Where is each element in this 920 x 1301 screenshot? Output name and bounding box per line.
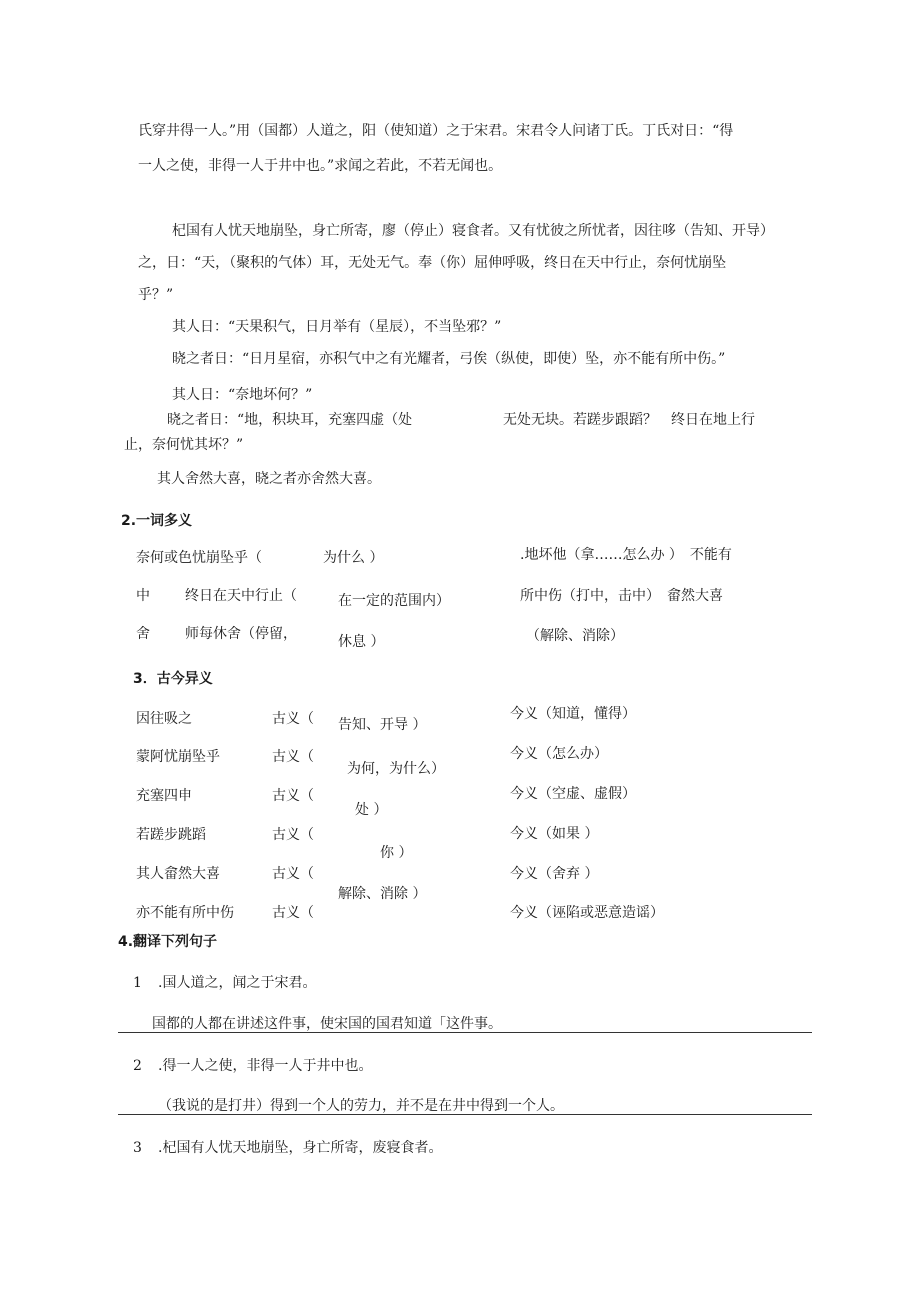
s2-r1-b: 为什么 ） — [323, 550, 384, 566]
s3-gu-label: 古义（ — [272, 788, 314, 804]
s3-gu-answer: 告知、开导 ） — [338, 717, 427, 733]
s3-gu-answer: 你 ） — [380, 845, 413, 861]
s3-word: 若蹉步跳蹈 — [136, 827, 206, 843]
s4-item-num: 1 — [133, 975, 142, 991]
s3-gu-label: 古义（ — [272, 866, 314, 882]
story-p5-line2: 止，奈何忧其坏？” — [124, 437, 244, 453]
s3-gu-label: 古义（ — [272, 749, 314, 765]
s3-gu-label: 古义（ — [272, 905, 314, 921]
s4-item-num: 2 — [133, 1058, 142, 1074]
s3-gu-answer: 解除、消除 ） — [338, 886, 427, 902]
s2-r3-a: 舍 — [136, 626, 150, 642]
s3-word: 其人畲然大喜 — [136, 866, 220, 882]
section2-heading: 2.一词多义 — [121, 513, 193, 529]
story-p1-line3: 乎？” — [138, 287, 174, 303]
s4-item-num: 3 — [133, 1140, 142, 1156]
s2-r2-a: 中 — [136, 588, 150, 604]
story-p2: 其人日：“天果积气，日月举有（星辰），不当坠邪？” — [172, 319, 502, 335]
s3-word: 因往吸之 — [136, 711, 192, 727]
answer-underline — [118, 1032, 812, 1033]
s2-r1-c: .地坏他（拿……怎么办 ） 不能有 — [520, 547, 732, 563]
s3-gu-answer: 为何，为什么） — [347, 761, 445, 777]
s2-r1-a: 奈何或色忧崩坠乎（ — [136, 550, 262, 566]
s3-jin: 今义（知道，懂得） — [510, 706, 636, 722]
s2-r3-b: 师每休舍（停留， — [185, 626, 297, 642]
s2-r3-d: （解除、消除） — [526, 628, 624, 644]
s4-item-question: .得一人之使，非得一人于井中也。 — [158, 1058, 373, 1074]
story-p1-line1: 杞国有人忧天地崩坠，身亡所寄，廖（停止）寝食者。又有忧彼之所忧者，因往哆（告知、开导） — [172, 223, 774, 239]
s3-gu-answer: 处 ） — [355, 802, 388, 818]
s3-jin: 今义（如果 ） — [510, 826, 599, 842]
s3-jin: 今义（怎么办） — [510, 746, 608, 762]
s3-gu-label: 古义（ — [272, 711, 314, 727]
intro-line-1: 氏穿井得一人。”用（国都）人道之，阳（使知道）之于宋君。宋君令人问诸丁氏。丁氏对日：“得 — [138, 123, 734, 139]
s2-r2-c: 在一定的范围内） — [338, 593, 450, 609]
story-p5-a: 晓之者日：“地，积块耳，充塞四虚（处 — [167, 412, 413, 428]
s4-item-question: .国人道之，闻之于宋君。 — [158, 975, 317, 991]
s3-jin: 今义（空虚、虚假） — [510, 786, 636, 802]
intro-line-2: 一人之使，非得一人于井中也。”求闻之若此，不若无闻也。 — [138, 158, 503, 174]
s3-word: 蒙阿忧崩坠乎 — [136, 749, 220, 765]
s2-r2-d: 所中伤（打中，击中） 畲然大喜 — [520, 588, 723, 604]
section4-heading: 4.翻译下列句子 — [118, 934, 218, 950]
story-p3: 晓之者日：“日月星宿，亦积气中之有光耀者，弓俟（纵使，即使）坠，亦不能有所中伤。” — [172, 351, 726, 367]
s2-r3-c: 休息 ） — [338, 634, 385, 650]
answer-underline — [118, 1114, 812, 1115]
s3-jin: 今义（舍弃 ） — [510, 866, 599, 882]
s4-item-question: .杞国有人忧天地崩坠，身亡所寄，废寝食者。 — [158, 1140, 443, 1156]
story-p5-b: 无处无块。若蹉步跟蹈？ 终日在地上行 — [503, 412, 755, 428]
story-p6: 其人舍然大喜，晓之者亦舍然大喜。 — [157, 471, 381, 487]
s4-item-answer: 国都的人都在讲述这件事，使宋国的国君知道「这件事。 — [152, 1016, 502, 1032]
s3-jin: 今义（诬陷或恶意造谣） — [510, 905, 664, 921]
s4-item-answer: （我说的是打井）得到一个人的劳力，并不是在井中得到一个人。 — [158, 1098, 564, 1114]
s3-word: 充塞四申 — [136, 788, 192, 804]
s2-r2-b: 终日在天中行止（ — [185, 588, 297, 604]
s3-word: 亦不能有所中伤 — [136, 905, 234, 921]
story-p1-line2: 之，日：“天，（聚积的气体）耳，无处无气。奉（你）屈伸呼吸，终日在天中行止，奈何忧崩坠 — [138, 255, 727, 271]
section3-heading: 3．古今异义 — [133, 671, 213, 687]
story-p4: 其人日：“奈地坏何？” — [172, 387, 313, 403]
s3-gu-label: 古义（ — [272, 827, 314, 843]
